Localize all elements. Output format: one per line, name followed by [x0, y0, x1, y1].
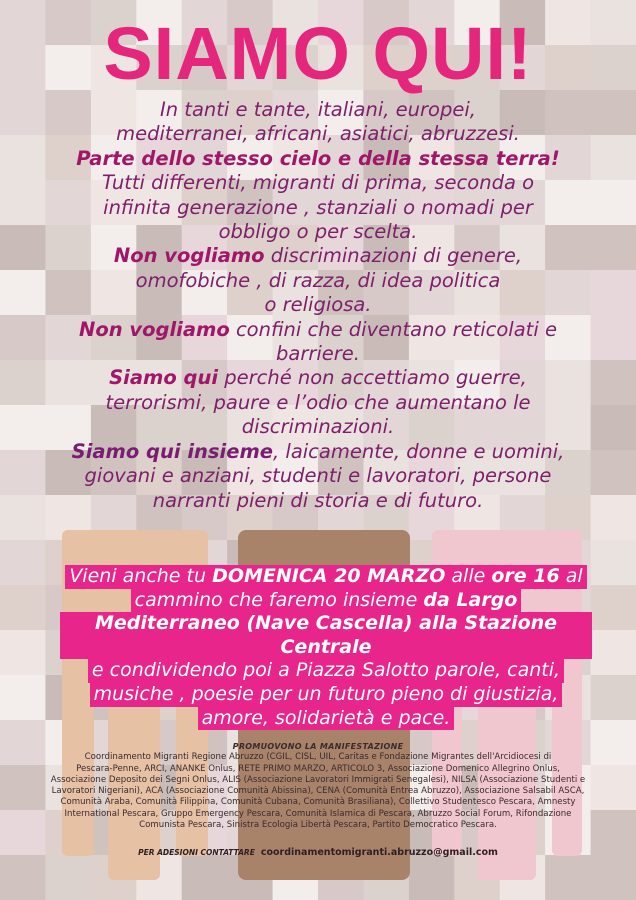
invitation-highlight [198, 707, 455, 731]
invitation-bold-text: ore 16 [491, 565, 560, 587]
manifesto-line [20, 391, 616, 415]
invitation-text: Vieni anche tu [69, 565, 213, 587]
text-segment: barriere. [276, 342, 360, 366]
text-segment: giovani e anziani, studenti e lavoratori, persone [84, 464, 552, 488]
promoters-section [10, 741, 626, 831]
invitation-bold-text: da Largo [423, 588, 518, 611]
invitation-line [60, 612, 592, 659]
manifesto-line [20, 318, 616, 342]
manifesto-line [20, 220, 616, 244]
text-segment: terrorismi, paure e l’odio che aumentano le [105, 390, 531, 414]
manifesto-line [20, 269, 616, 293]
invitation-text: e condividendo poi a Piazza Salotto parole, canti, [91, 659, 561, 682]
emphasis-text: Siamo qui [109, 366, 219, 390]
invitation-line [60, 707, 592, 731]
text-segment: confini che diventano reticolati e [229, 317, 557, 341]
text-segment: discriminazioni. [241, 415, 395, 439]
invitation-highlight [90, 683, 563, 707]
invitation-line [60, 565, 592, 589]
invitation-highlight [60, 612, 592, 659]
invitation-line [60, 659, 592, 683]
manifesto-line [20, 244, 616, 268]
emphasis-text: Non vogliamo [79, 317, 230, 341]
promoters-line: Comunista Pescara, Sinistra Ecologia Libertà Pescara, Partito Democratico Pescara. [139, 820, 497, 831]
manifesto-line [20, 415, 616, 439]
manifesto-text [20, 98, 616, 513]
text-segment: mediterranei, africani, asiatici, abruzzesi. [116, 122, 520, 146]
text-segment: discriminazioni di genere, [264, 244, 523, 268]
text-segment: narranti pieni di storia e di futuro. [152, 488, 484, 512]
manifesto-line [20, 196, 616, 220]
text-segment: o religiosa. [264, 293, 372, 317]
invitation-text: musiche , poesie per un futuro pieno di giustizia, [93, 682, 559, 705]
manifesto-line [20, 147, 616, 171]
invitation-line [60, 683, 592, 707]
text-segment: omofobiche , di razza, di idea politica [135, 268, 501, 292]
promoters-line: International Pescara, Gruppo Emergency Pescara, Comunità Islamica di Pescara, Abruzzo Social Forum, Rifondazione [64, 808, 572, 819]
text-segment: obbligo o per scelta. [218, 220, 418, 244]
invitation-highlight [65, 565, 586, 589]
manifesto-line [20, 489, 616, 513]
contact-label: PER ADESIONI CONTATTARE [138, 848, 255, 857]
promoters-heading: PROMUOVONO LA MANIFESTAZIONE [232, 742, 404, 751]
invitation-highlight [88, 659, 564, 683]
promoters-line: Coordinamento Migranti Regione Abruzzo (CGIL, CISL, UIL, Caritas e Fondazione Migrantes dell'Arcidiocesi di [84, 752, 552, 763]
invitation-text: cammino che faremo insieme [134, 588, 424, 611]
manifesto-line [20, 440, 616, 464]
contact-line [0, 847, 636, 858]
promoters-line: Lavoratori Nigeriani), ACA (Associazione Comunità Abissina), CENA (Comunità Entrea Abruzzo), Associazione Salsabil ASCA, [51, 786, 585, 797]
invitation-highlight [131, 589, 522, 613]
invitation-text: amore, solidarietà e pace. [201, 706, 451, 729]
poster-title: SIAMO QUI! [103, 12, 533, 95]
invitation-bold-text: Mediterraneo (Nave Cascella) alla Stazione Centrale [94, 612, 558, 658]
contact-email[interactable]: coordinamentomigranti.abruzzo@gmail.com [260, 847, 498, 858]
event-invitation-banner [60, 565, 592, 730]
text-segment: Tutti differenti, migranti di prima, seconda o [101, 171, 535, 195]
manifesto-line [20, 122, 616, 146]
invitation-text: al [559, 565, 583, 587]
promoters-list [10, 752, 626, 831]
text-segment: , laicamente, donne e uomini, [273, 439, 565, 463]
manifesto-line [20, 366, 616, 390]
text-segment: infinita generazione , stanziali o nomadi per [103, 195, 533, 219]
invitation-line [60, 589, 592, 613]
text-segment: perché non accettiamo guerre, [218, 366, 527, 390]
emphasis-text: Parte dello stesso cielo e della stessa terra! [76, 146, 560, 170]
manifesto-line [20, 293, 616, 317]
promoters-line: Pescara-Penne, ARCI, ANANKE Onlus, RETE PRIMO MARZO, ARTICOLO 3, Associazione Domenico Allegrino Onlus, [76, 763, 560, 774]
promoters-line: Associazione Deposito dei Segni Onlus, ALIS (Associazione Lavoratori Immigrati Senegalesi), NILSA (Associazione Studenti e [50, 774, 586, 785]
manifesto-line [20, 171, 616, 195]
text-segment: In tanti e tante, italiani, europei, [160, 98, 476, 121]
promoters-line: Comunità Araba, Comunità Filippina, Comunità Cubana, Comunità Brasiliana), Collettivo Studentesco Pescara, Amnesty [60, 797, 576, 808]
manifesto-line [20, 342, 616, 366]
manifesto-line [20, 464, 616, 488]
emphasis-text: Non vogliamo [113, 244, 265, 268]
emphasis-text: Siamo qui insieme [71, 439, 273, 463]
invitation-bold-text: DOMENICA 20 MARZO [212, 565, 446, 587]
invitation-text: alle [445, 565, 492, 587]
manifesto-line [20, 98, 616, 122]
